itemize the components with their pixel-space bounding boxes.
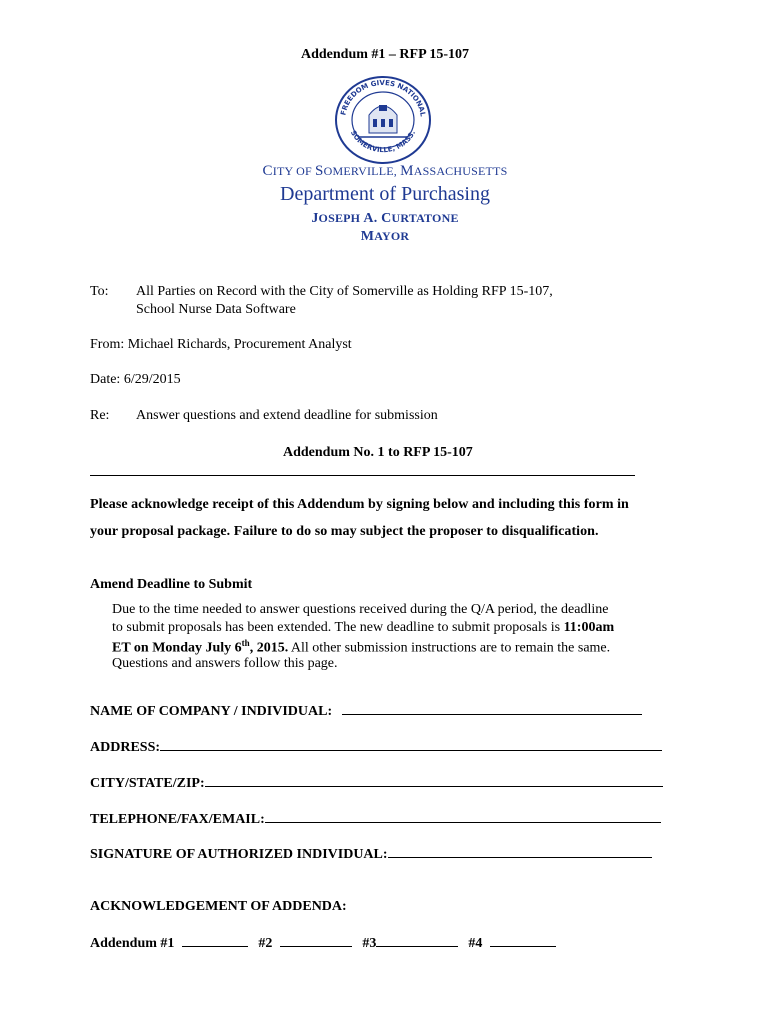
acknowledge-line-1: Please acknowledge receipt of this Addendum by signing below and including this form in: [90, 497, 629, 512]
address-label: ADDRESS:: [90, 740, 161, 755]
re-label: Re:: [90, 408, 110, 423]
to-label: To:: [90, 284, 109, 299]
address-field[interactable]: [90, 738, 662, 756]
telephone-blank[interactable]: [265, 810, 661, 823]
deadline-line-1: Due to the time needed to answer questions received during the Q/A period, the deadline: [112, 602, 609, 617]
signature-blank[interactable]: [388, 845, 652, 858]
divider-line: [90, 475, 635, 476]
deadline-line-3: ET on Monday July 6th, 2015. All other submission instructions are to remain the same.: [112, 638, 611, 656]
telephone-label: TELEPHONE/FAX/EMAIL:: [90, 812, 265, 827]
to-line-1: All Parties on Record with the City of Somerville as Holding RFP 15-107,: [136, 284, 553, 299]
addendum-1-blank[interactable]: [182, 934, 248, 947]
company-name-label: NAME OF COMPANY / INDIVIDUAL:: [90, 704, 333, 719]
telephone-field[interactable]: [90, 810, 661, 828]
acknowledgement-heading: ACKNOWLEDGEMENT OF ADDENDA:: [90, 899, 347, 914]
from-line: From: Michael Richards, Procurement Analyst: [90, 337, 352, 352]
addendum-3-blank[interactable]: [376, 934, 458, 947]
seal-ring-bottom: SOMERVILLE, MASS.: [348, 129, 418, 155]
city-seal-logo: [333, 75, 433, 165]
city-state-zip-blank[interactable]: [205, 774, 663, 787]
addendum-heading: Addendum No. 1 to RFP 15-107: [283, 445, 473, 460]
acknowledge-line-2: your proposal package. Failure to do so may subject the proposer to disqualification.: [90, 524, 599, 539]
address-blank[interactable]: [160, 738, 662, 751]
re-text: Answer questions and extend deadline for submission: [136, 408, 438, 423]
department-name: Department of Purchasing: [280, 183, 490, 205]
addenda-acknowledgement-row: Addendum #1 #2 #3 #4: [90, 934, 556, 952]
addendum-2-blank[interactable]: [280, 934, 352, 947]
date-line: Date: 6/29/2015: [90, 372, 181, 387]
deadline-line-4: Questions and answers follow this page.: [112, 656, 338, 671]
to-line-2: School Nurse Data Software: [136, 302, 296, 317]
addendum-4-blank[interactable]: [490, 934, 556, 947]
seal-ring-top: FREEDOM GIVES NATIONAL: [339, 78, 427, 118]
city-state-zip-field[interactable]: [90, 774, 663, 792]
company-name-blank[interactable]: [342, 702, 642, 715]
company-name-field[interactable]: [90, 702, 642, 720]
page-title: Addendum #1 – RFP 15-107: [300, 47, 470, 62]
deadline-heading: Amend Deadline to Submit: [90, 577, 253, 592]
signature-field[interactable]: [90, 845, 652, 863]
city-state-zip-label: CITY/STATE/ZIP:: [90, 776, 205, 791]
mayor-title: MAYOR: [360, 229, 410, 244]
signature-label: SIGNATURE OF AUTHORIZED INDIVIDUAL:: [90, 847, 388, 862]
deadline-line-2: to submit proposals has been extended. The new deadline to submit proposals is 11:00am: [112, 620, 615, 635]
mayor-name: JOSEPH A. CURTATONE: [311, 211, 459, 226]
city-name: CITY OF SOMERVILLE, MASSACHUSETTS: [262, 163, 508, 179]
